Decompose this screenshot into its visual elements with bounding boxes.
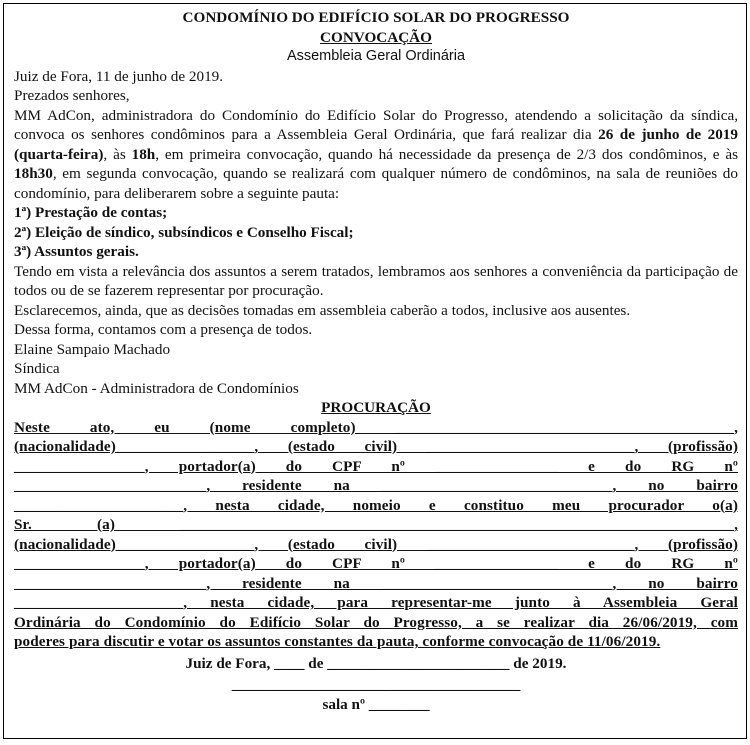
p1-date: 26 de junho de 2019 (quarta-feira) (14, 126, 738, 163)
agenda-item: 3ª) Assuntos gerais. (14, 243, 139, 260)
company-name: MM AdCon - Administradora de Condomínios (14, 379, 299, 397)
letter-paragraph-2: Tendo em vista a relevância dos assuntos a serem tratados, lembramos aos senhores a conveniência da participação de todos ou de se fazerem representar por procuração. (14, 262, 738, 299)
proxy-line: Ordinária do Condomínio do Edifício Solar do Progresso, a se realizar dia 26/06/2019, com (14, 613, 738, 631)
p1-part-b: , às (103, 145, 132, 163)
p1-time-first: 18h (131, 145, 156, 163)
letter-date: Juiz de Fora, 11 de junho de 2019. (14, 67, 224, 85)
proxy-line: _________________________, residente na ______________________________, no bairro (14, 574, 738, 592)
signature-line: ______________________________________ (231, 676, 521, 693)
letter-paragraph-3: Esclarecemos, ainda, que as decisões tomadas em assembleia caberão a todos, inclusive aos ausentes. (14, 301, 631, 319)
place-date-line: Juiz de Fora, ____ de ________________________ de 2019. (185, 654, 567, 672)
assembly-subtitle: Assembleia Geral Ordinária (286, 48, 466, 64)
letter-greeting: Prezados senhores, (14, 87, 130, 104)
proxy-line: Neste ato, eu (nome completo) ____________________________________________, (14, 418, 738, 436)
p1-part-a: MM AdCon, administradora do Condomínio do Edifício Solar do Progresso, atendendo a solicitação da síndica, convoca os senhores condôminos para a Assembleia Geral Ordinária, que fará realizar dia (14, 106, 738, 143)
letter-paragraph-main (14, 106, 738, 204)
proxy-line: ______________________, nesta cidade, nomeio e constituo meu procurador o(a) (14, 496, 738, 514)
proxy-line: _________________________, residente na ______________________________, no bairro (14, 477, 738, 494)
signer-role: Síndica (14, 360, 60, 377)
p1-part-d: , em segunda convocação, quando se realizará com qualquer número de condôminos, na sala de reuniões do condomínio, para deliberarem sobre a seguinte pauta: (14, 165, 738, 202)
proxy-line: poderes para discutir e votar os assuntos constantes da pauta, conforme convocação de 11/06/2019. (14, 633, 661, 650)
proxy-line: _________________, portador(a) do CPF nº ________________ e do RG nº (14, 555, 738, 572)
agenda-item: 1ª) Prestação de contas; (14, 204, 168, 221)
proxy-line: (nacionalidade)__________________, (estado civil) ___________________________, (profissão) (14, 438, 738, 455)
proxy-line: Sr. (a) ________________________________________________________________________, (14, 516, 738, 533)
signer-name: Elaine Sampaio Machado (14, 340, 171, 358)
convocation-title: CONVOCAÇÃO (320, 28, 432, 46)
proxy-title: PROCURAÇÃO (321, 399, 431, 416)
room-number-line: sala nº ________ (322, 695, 430, 713)
proxy-form (14, 418, 738, 652)
proxy-line: (nacionalidade)__________________, (estado civil) ___________________________, (profissão) (14, 535, 738, 553)
agenda-item: 2ª) Eleição de síndico, subsíndicos e Conselho Fiscal; (14, 223, 354, 241)
notice-page (3, 3, 747, 739)
proxy-line: _________________, portador(a) do CPF nº ________________ e do RG nº (14, 457, 738, 475)
condominium-title: CONDOMÍNIO DO EDIFÍCIO SOLAR DO PROGRESSO (182, 9, 570, 26)
letter-paragraph-4: Dessa forma, contamos com a presença de todos. (14, 321, 313, 338)
proxy-line: ______________________, nesta cidade, para representar-me junto à Assembleia Geral (14, 594, 738, 611)
p1-time-second: 18h30 (14, 165, 53, 182)
p1-part-c: , em primeira convocação, quando há necessidade da presença de 2/3 dos condôminos, e às (155, 145, 738, 163)
